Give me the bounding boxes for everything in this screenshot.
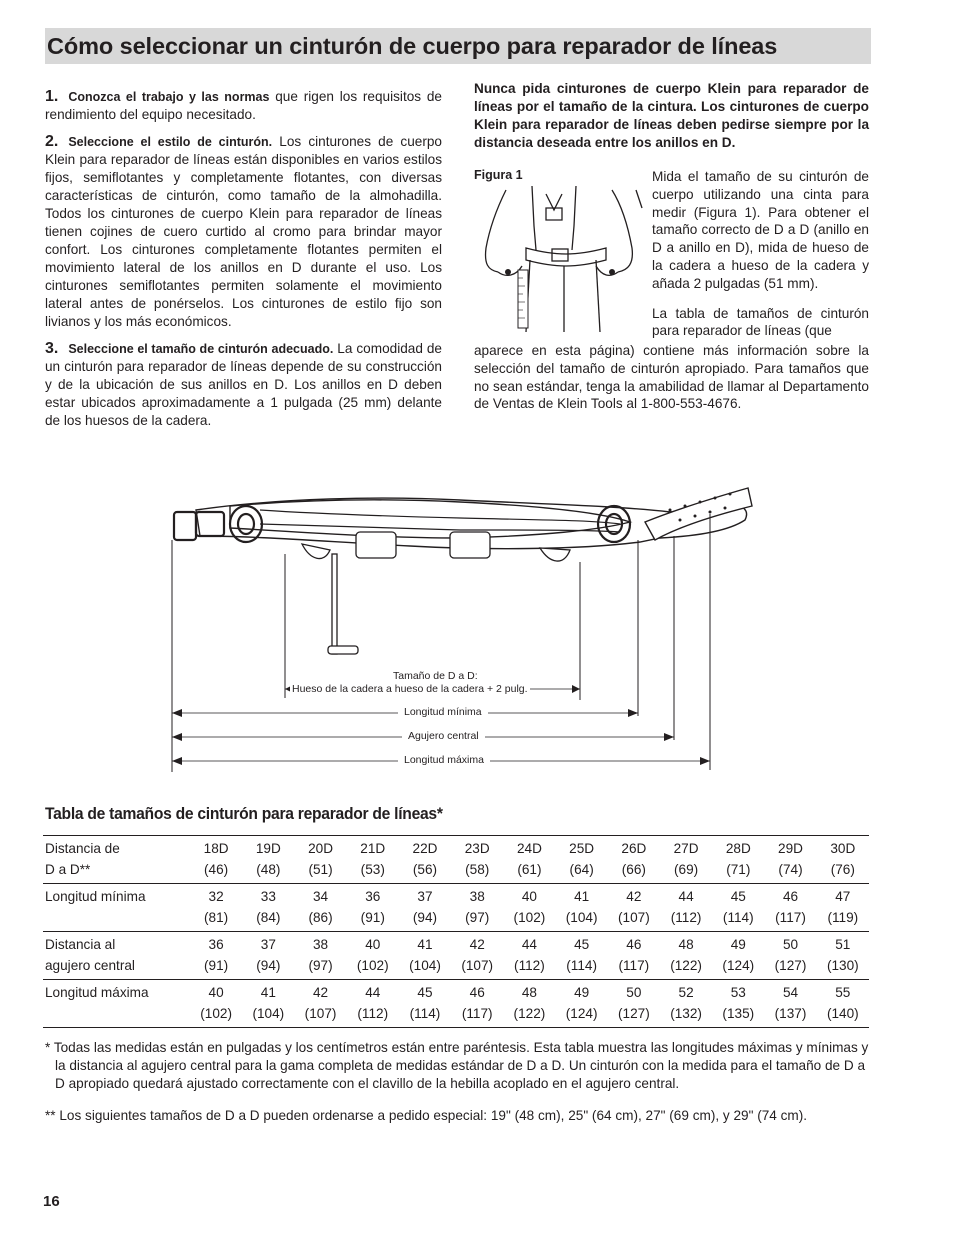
step-1 (45, 88, 442, 124)
cell-cm: (124) (722, 958, 755, 973)
steps-column (45, 88, 442, 439)
row-label-line: Longitud máxima (45, 985, 149, 1000)
cell-cm: (66) (621, 862, 646, 877)
table-cell (817, 932, 869, 980)
cell-cm: (74) (778, 862, 803, 877)
cell-cm: (127) (774, 958, 807, 973)
cell-cm: (61) (517, 862, 542, 877)
cell-inches: 53 (730, 985, 746, 1000)
cell-cm: (81) (204, 910, 229, 925)
cell-cm: (97) (465, 910, 490, 925)
table-cell (503, 836, 555, 884)
cell-cm: (91) (360, 910, 385, 925)
warning-text: Nunca pida cinturones de cuerpo Klein para reparador de líneas por el tamaño de la cintura. Los cinturones de cuerpo Klein para reparador de líneas deben pedirse siempre por la distancia deseada entre los anillos en D. (474, 81, 869, 150)
cell-inches: 22D (412, 841, 438, 856)
cell-cm: (104) (252, 1006, 285, 1021)
table-cell (451, 980, 503, 1028)
table-cell (660, 884, 712, 932)
cell-inches: 38 (469, 889, 485, 904)
measuring-figure (476, 186, 646, 332)
cell-inches: 20D (308, 841, 334, 856)
cell-inches: 36 (208, 937, 224, 952)
cell-inches: 47 (835, 889, 851, 904)
table-cell (242, 932, 294, 980)
row-label-line: D a D** (45, 862, 91, 877)
table-row (43, 836, 869, 884)
cell-cm: (84) (256, 910, 281, 925)
table-title: Tabla de tamaños de cinturón para reparador de líneas* (45, 804, 443, 823)
cell-inches: 41 (574, 889, 590, 904)
table-cell (347, 980, 399, 1028)
cell-inches: 51 (835, 937, 851, 952)
cell-inches: 50 (782, 937, 799, 952)
warning-block (474, 80, 869, 152)
table-cell (190, 884, 242, 932)
table-cell (608, 980, 660, 1028)
cell-inches: 44 (365, 985, 381, 1000)
table-cell (190, 932, 242, 980)
cell-cm: (135) (722, 1006, 755, 1021)
row-label-line: agujero central (45, 958, 135, 973)
dd-label-line1: Tamaño de D a D: (393, 670, 478, 682)
table-cell (712, 836, 764, 884)
cell-inches: 40 (521, 889, 537, 904)
step-number: 1. (45, 88, 59, 105)
table-cell (294, 932, 346, 980)
step-2 (45, 133, 442, 331)
table-cell (608, 884, 660, 932)
cell-inches: 48 (678, 937, 694, 952)
cell-inches: 48 (521, 985, 537, 1000)
table-cell (399, 980, 451, 1028)
table-cell (660, 836, 712, 884)
cell-inches: 26D (621, 841, 647, 856)
cell-inches: 40 (365, 937, 381, 952)
row-label (43, 980, 190, 1028)
cell-cm: (132) (670, 1006, 702, 1021)
cell-cm: (46) (204, 862, 229, 877)
table-cell (190, 836, 242, 884)
min-length-label: Longitud mínima (398, 706, 488, 718)
cell-cm: (117) (618, 958, 650, 973)
cell-cm: (107) (461, 958, 494, 973)
cell-cm: (102) (356, 958, 389, 973)
table-cell (608, 932, 660, 980)
table-cell (190, 980, 242, 1028)
cell-inches: 45 (574, 937, 590, 952)
row-label-line: Distancia de (45, 841, 120, 856)
cell-cm: (53) (360, 862, 385, 877)
step-number: 3. (45, 340, 59, 357)
table-cell (347, 836, 399, 884)
cell-cm: (114) (566, 958, 597, 973)
row-label (43, 836, 190, 884)
cell-inches: 34 (312, 889, 329, 904)
table-cell (294, 980, 346, 1028)
cell-inches: 44 (521, 937, 537, 952)
table-cell (242, 884, 294, 932)
step-lead: Seleccione el tamaño de cinturón adecuado. (68, 342, 334, 356)
cell-inches: 28D (725, 841, 751, 856)
table-cell (399, 932, 451, 980)
cell-inches: 44 (678, 889, 694, 904)
row-label-line (45, 907, 190, 928)
table-cell (764, 980, 816, 1028)
cell-cm: (48) (256, 862, 281, 877)
cell-cm: (127) (617, 1006, 650, 1021)
table-cell (556, 980, 608, 1028)
table-cell (660, 932, 712, 980)
table-cell (242, 980, 294, 1028)
table-cell (242, 836, 294, 884)
table-row (43, 932, 869, 980)
row-label-line: Longitud mínima (45, 889, 146, 904)
figure-text (652, 168, 869, 352)
cell-inches: 52 (678, 985, 694, 1000)
cell-cm: (122) (513, 1006, 546, 1021)
cell-inches: 42 (626, 889, 642, 904)
figure-text-1: Mida el tamaño de su cinturón de cuerpo utilizando una cinta para medir (Figura 1). Para obtener el tamaño correcto de D a D (anillo en D a anillo en D), mida de hueso de la cadera a hueso de la cadera y añada 2 pulgadas (51 mm). (652, 169, 869, 291)
max-length-label: Longitud máxima (398, 754, 490, 766)
cell-inches: 24D (516, 841, 542, 856)
cell-cm: (112) (357, 1006, 389, 1021)
page-title: Cómo seleccionar un cinturón de cuerpo para reparador de líneas (47, 33, 778, 59)
cell-cm: (71) (726, 862, 751, 877)
table-cell (294, 884, 346, 932)
dd-label-line2: Hueso de la cadera a hueso de la cadera + 2 pulg. (292, 683, 528, 695)
row-label (43, 884, 190, 932)
table-cell (451, 932, 503, 980)
cell-inches: 46 (626, 937, 642, 952)
cell-cm: (86) (308, 910, 333, 925)
cell-inches: 46 (782, 889, 799, 904)
cell-cm: (102) (200, 1006, 232, 1021)
cell-cm: (117) (775, 910, 806, 925)
cell-inches: 42 (312, 985, 329, 1000)
cell-cm: (94) (412, 910, 438, 925)
size-table (43, 835, 869, 1028)
cell-inches: 49 (574, 985, 590, 1000)
cell-inches: 42 (469, 937, 485, 952)
table-cell (556, 884, 608, 932)
cell-inches: 49 (730, 937, 746, 952)
table-cell (764, 884, 816, 932)
cell-cm: (104) (409, 958, 441, 973)
cell-cm: (56) (412, 862, 438, 877)
cell-inches: 29D (778, 841, 803, 856)
cell-inches: 55 (835, 985, 851, 1000)
cell-inches: 32 (208, 889, 224, 904)
table-cell (660, 980, 712, 1028)
cell-inches: 18D (203, 841, 229, 856)
table-cell (503, 884, 555, 932)
step-text: que rigen los requisitos de rendimiento del equipo necesitado. (45, 89, 442, 122)
cell-inches: 38 (312, 937, 329, 952)
figure-text-2a: La tabla de tamaños de cinturón para reparador de líneas (que (652, 305, 869, 339)
step-text: Los cinturones de cuerpo Klein para reparador de líneas están disponibles en varios estilos fijos, semiflotantes y completamente flotantes, con diversas características de cinturón, como tamaño de la almohadilla. Todos los cinturones de cuerpo Klein para reparador de líneas tienen cojines de cuero curtido al cromo para brindar mayor confort. Los cinturones completamente flotantes permiten el movimiento lateral de los anillos en D durante el uso. Los cinturones semiflotantes permiten solamente el movimiento lateral antes de ponérselos. Los cinturones de estilo fijo son livianos y los más económicos. (45, 134, 442, 329)
cell-cm: (112) (670, 910, 702, 925)
footnote-2: ** Los siguientes tamaños de D a D pueden ordenarse a pedido especial: 19" (48 cm), 25" (64 cm), 27" (69 cm), y 29" (74 cm). (45, 1108, 808, 1123)
cell-inches: 54 (782, 985, 799, 1000)
table-row (43, 884, 869, 932)
table-cell (503, 980, 555, 1028)
cell-cm: (51) (308, 862, 333, 877)
table-cell (556, 932, 608, 980)
cell-cm: (97) (308, 958, 333, 973)
cell-cm: (122) (670, 958, 702, 973)
table-cell (399, 836, 451, 884)
cell-cm: (140) (826, 1006, 859, 1021)
table-cell (712, 980, 764, 1028)
footnotes (45, 1039, 875, 1139)
cell-inches: 41 (260, 985, 276, 1000)
table-cell (608, 836, 660, 884)
step-lead: Conozca el trabajo y las normas (68, 90, 270, 104)
table-cell (294, 836, 346, 884)
step-lead: Seleccione el estilo de cinturón. (68, 135, 273, 149)
cell-cm: (76) (830, 862, 855, 877)
table-cell (817, 884, 869, 932)
cell-inches: 33 (260, 889, 276, 904)
table-cell (764, 836, 816, 884)
table-cell (556, 836, 608, 884)
cell-inches: 45 (730, 889, 746, 904)
cell-inches: 40 (208, 985, 224, 1000)
page-number: 16 (43, 1193, 60, 1210)
cell-cm: (58) (465, 862, 490, 877)
row-label (43, 932, 190, 980)
cell-cm: (130) (826, 958, 859, 973)
table-cell (712, 884, 764, 932)
cell-inches: 21D (360, 841, 386, 856)
step-3 (45, 340, 442, 430)
table-cell (451, 836, 503, 884)
table-cell (712, 932, 764, 980)
cell-cm: (102) (513, 910, 546, 925)
step-number: 2. (45, 133, 59, 150)
cell-inches: 46 (469, 985, 485, 1000)
table-cell (817, 980, 869, 1028)
cell-inches: 37 (417, 889, 433, 904)
cell-inches: 37 (260, 937, 276, 952)
cell-inches: 45 (417, 985, 433, 1000)
cell-cm: (64) (569, 862, 594, 877)
cell-cm: (117) (461, 1006, 493, 1021)
cell-inches: 30D (830, 841, 856, 856)
figure-text-2b: aparece en esta página) contiene más información sobre la selección del tamaño de cinturón apropiado. Para tamaños que no sean estándar, tenga la amabilidad de llamar al Departamento de Ventas de Klein Tools al 1-800-553-4676. (474, 343, 869, 412)
cell-cm: (107) (617, 910, 650, 925)
cell-cm: (107) (304, 1006, 337, 1021)
cell-inches: 19D (255, 841, 281, 856)
cell-cm: (94) (256, 958, 281, 973)
cell-cm: (137) (774, 1006, 807, 1021)
cell-inches: 27D (673, 841, 699, 856)
cell-inches: 41 (417, 937, 433, 952)
table-row (43, 980, 869, 1028)
cell-cm: (114) (409, 1006, 441, 1021)
center-hole-label: Agujero central (402, 730, 485, 742)
cell-cm: (119) (827, 910, 859, 925)
cell-cm: (124) (565, 1006, 598, 1021)
table-cell (399, 884, 451, 932)
cell-inches: 50 (626, 985, 642, 1000)
cell-inches: 23D (464, 841, 490, 856)
row-label-line (45, 1003, 190, 1024)
table-cell (764, 932, 816, 980)
cell-cm: (91) (204, 958, 229, 973)
table-cell (451, 884, 503, 932)
table-cell (347, 884, 399, 932)
row-label-line: Distancia al (45, 937, 116, 952)
step-text: La comodidad de un cinturón para reparador de líneas depende de su construcción y de la ubicación de sus anillos en D. Los anillos en D deben estar ubicados aproximadamente a 1 pulgada (25 mm) delante de los huesos de la cadera. (45, 341, 442, 428)
table-cell (817, 836, 869, 884)
table-cell (347, 932, 399, 980)
footnote-1: * Todas las medidas están en pulgadas y los centímetros están entre paréntesis. Esta tabla muestra las longitudes máximas y mínimas y la distancia al agujero central para la gama completa de medidas estándar de D a D. Un cinturón con la medida para el tamaño de D a D apropiado quedará ajustado correctamente con el clavillo de la hebilla acoplado en el agujero central. (45, 1040, 869, 1091)
title-band (45, 28, 871, 64)
figure-label: Figura 1 (474, 168, 523, 182)
cell-cm: (69) (673, 862, 699, 877)
cell-cm: (112) (514, 958, 545, 973)
cell-cm: (114) (722, 910, 754, 925)
cell-inches: 36 (365, 889, 381, 904)
cell-cm: (104) (565, 910, 598, 925)
table-cell (503, 932, 555, 980)
cell-inches: 25D (569, 841, 595, 856)
